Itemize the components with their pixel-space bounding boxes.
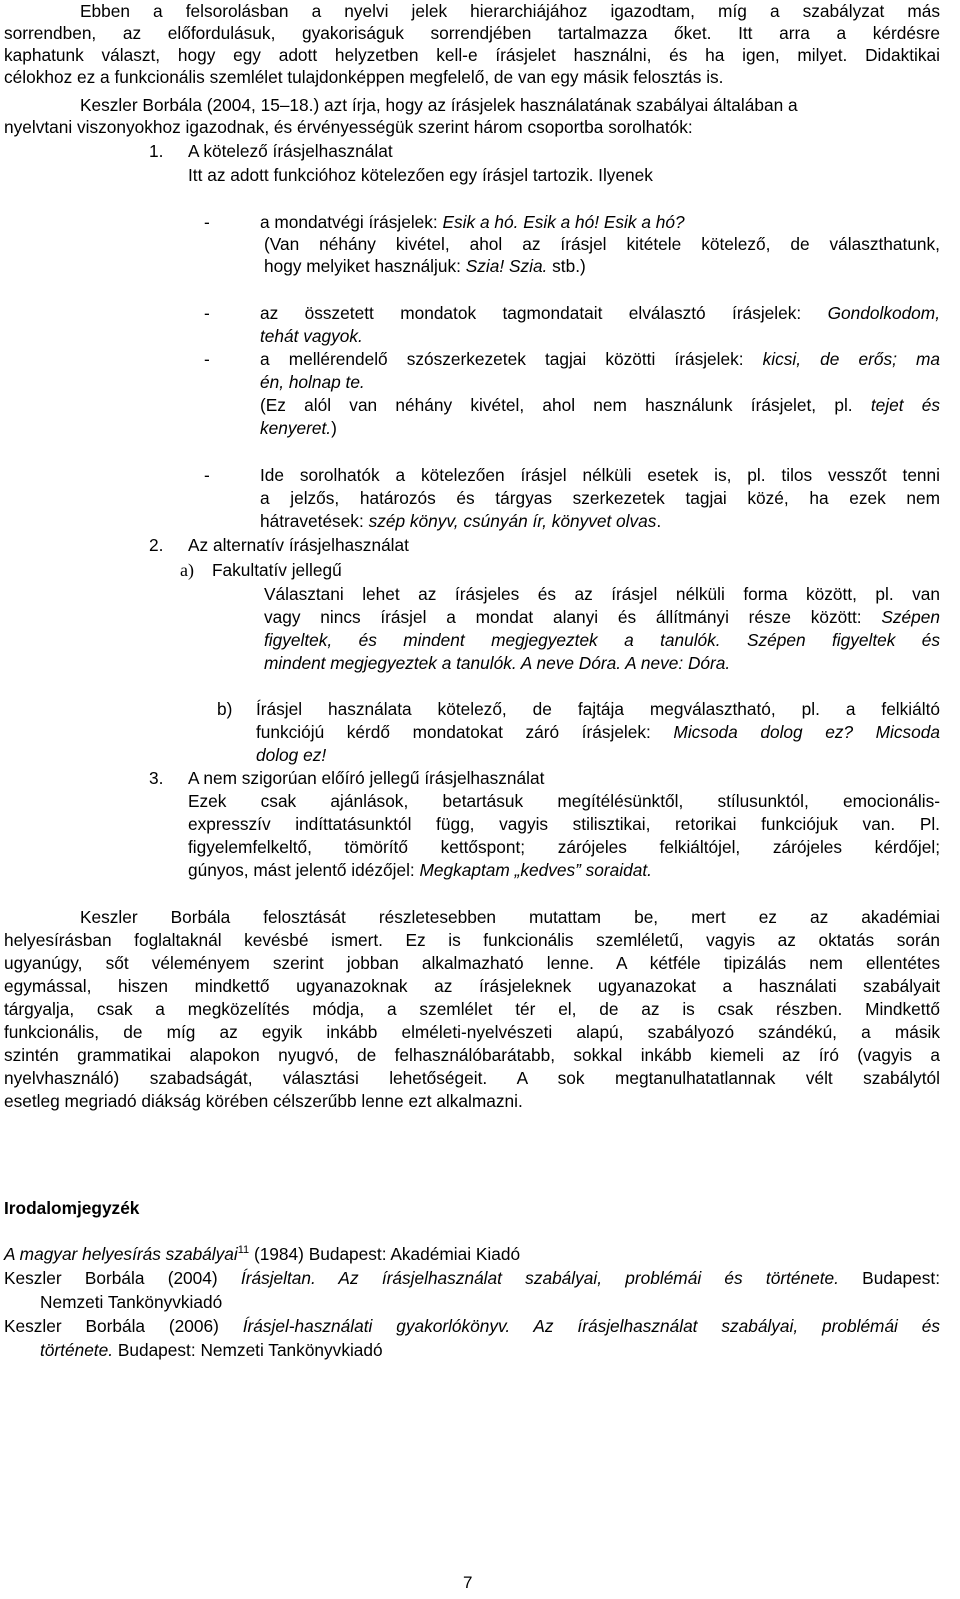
intro-text-1: Ebben a felsorolásban a nyelvi jelek hierarchiájához igazodtam, míg a szabályzat más bbox=[80, 1, 940, 21]
bullet-1-note-end: stb.) bbox=[547, 256, 586, 276]
bullet-2-text: az összetett mondatok tagmondatait elválasztó írásjelek: bbox=[260, 303, 828, 323]
section3-text-4: gúnyos, mást jelentő idézőjel: bbox=[188, 860, 420, 880]
intro-line-6 bbox=[4, 116, 940, 138]
bullet-1-example: Esik a hó. Esik a hó! Esik a hó? bbox=[442, 212, 685, 232]
item-a-line-4 bbox=[264, 652, 730, 674]
page-number: 7 bbox=[463, 1573, 473, 1592]
reference-3-line-2 bbox=[40, 1339, 383, 1361]
bullet-2-example-2: tehát vagyok. bbox=[260, 326, 363, 346]
intro-text-6: nyelvtani viszonyokhoz igazodnak, és érvényességük szerint három csoportba sorolhatók: bbox=[4, 117, 693, 137]
item-a-title: Fakultatív jellegű bbox=[212, 560, 342, 580]
bullet-3-note-line-2 bbox=[260, 417, 337, 439]
bullet-1-note-text: (Van néhány kivétel, ahol az írásjel kitétele kötelező, de választhatunk, bbox=[264, 234, 940, 254]
section3-text-3: figyelemfelkeltő, tömörítő kettőspont; zárójeles felkiáltójel, zárójeles kérdőjel; bbox=[188, 837, 940, 857]
bullet-dash: - bbox=[204, 303, 210, 323]
reference-3-author: Keszler Borbála (2006) bbox=[4, 1316, 243, 1336]
intro-text-3: kaphatunk választ, hogy egy adott helyzetben kell-e írásjelet használni, és ha igen, milyet. Didaktikai bbox=[4, 45, 940, 65]
item-b-example-2: dolog ez! bbox=[256, 745, 327, 765]
bullet-3-example-1: kicsi, de erős; ma bbox=[762, 349, 940, 369]
bullet-3-line-2 bbox=[260, 371, 365, 393]
closing-line-9 bbox=[4, 1090, 523, 1112]
bullet-4-text-3: hátravetések: bbox=[260, 511, 369, 531]
bullet-4-line-1 bbox=[260, 464, 940, 486]
section3-number: 3. bbox=[149, 768, 164, 788]
item-a-example-1: Szépen bbox=[881, 607, 940, 627]
bullet-3-example-2: én, holnap te. bbox=[260, 372, 365, 392]
reference-1-title: A magyar helyesírás szabályai bbox=[4, 1244, 238, 1264]
section3-line-1 bbox=[188, 790, 940, 812]
closing-text-6: funkcionális, de míg az egyik inkább elméleti-nyelvészeti alapú, szabályozó szándékú, a másik bbox=[4, 1022, 940, 1042]
reference-1-rest: (1984) Budapest: Akadémiai Kiadó bbox=[249, 1244, 521, 1264]
closing-text-8: nyelvhasználó) szabadságát, választási lehetőségeit. A sok megtanulhatatlannak vélt szabálytól bbox=[4, 1068, 940, 1088]
bullet-3-note-end: ) bbox=[331, 418, 337, 438]
bullet-2-example-1: Gondolkodom, bbox=[827, 303, 940, 323]
item-a-line-2 bbox=[264, 606, 940, 628]
bullet-1-note-example: Szia! Szia. bbox=[465, 256, 548, 276]
intro-line-1 bbox=[80, 0, 940, 22]
intro-line-5 bbox=[80, 94, 940, 116]
closing-line-3 bbox=[4, 952, 940, 974]
section2-number: 2. bbox=[149, 535, 164, 555]
section1-title: A kötelező írásjelhasználat bbox=[188, 141, 393, 161]
item-a-text-2: vagy nincs írásjel a mondat alanyi és állítmányi része között: bbox=[264, 607, 882, 627]
bullet-dash: - bbox=[204, 465, 210, 485]
bullet-1-line-1 bbox=[260, 211, 685, 233]
item-b-label: b) bbox=[217, 699, 233, 719]
bullet-3-text: a mellérendelő szószerkezetek tagjai közötti írásjelek: bbox=[260, 349, 763, 369]
section3-line-4 bbox=[188, 859, 652, 881]
bullet-3-line-1 bbox=[260, 348, 940, 370]
reference-2-line-2: Nemzeti Tankönyvkiadó bbox=[40, 1292, 223, 1312]
reference-2-place: Budapest: bbox=[838, 1268, 941, 1288]
intro-text-5: Keszler Borbála (2004, 15–18.) azt írja, hogy az írásjelek használatának szabályai általában a bbox=[80, 95, 798, 115]
item-a-text-1: Választani lehet az írásjeles és az írásjel nélküli forma között, pl. van bbox=[264, 584, 940, 604]
section3-example: Megkaptam „kedves” soraidat. bbox=[419, 860, 652, 880]
bullet-4-end: . bbox=[656, 511, 662, 531]
item-b-example-1: Micsoda dolog ez? Micsoda bbox=[673, 722, 941, 742]
item-b-text-1: Írásjel használata kötelező, de fajtája megválasztható, pl. a felkiáltó bbox=[256, 699, 940, 719]
closing-text-9: esetleg megriadó diákság körében célszerűbb lenne ezt alkalmazni. bbox=[4, 1091, 523, 1111]
bullet-3-note-line-1 bbox=[260, 394, 940, 416]
item-a-example-3: mindent megjegyeztek a tanulók. A neve Dóra. A neve: Dóra. bbox=[264, 653, 731, 673]
section3-text-2: expresszív indíttatásunktól függ, vagyis stilisztikai, retorikai funkciójuk van. Pl. bbox=[188, 814, 940, 834]
closing-line-8 bbox=[4, 1067, 940, 1089]
closing-text-1: Keszler Borbála felosztását részletesebben mutattam be, mert ez az akadémiai bbox=[80, 907, 940, 927]
item-a-line-1 bbox=[264, 583, 940, 605]
bullet-4-text-1: Ide sorolhatók a kötelezően írásjel nélküli esetek is, pl. tilos vesszőt tenni bbox=[260, 465, 940, 485]
intro-line-3 bbox=[4, 44, 940, 66]
item-b-line-1 bbox=[256, 698, 940, 720]
reference-1 bbox=[4, 1243, 520, 1265]
bullet-4-line-3 bbox=[260, 510, 661, 532]
bullet-4-text-2: a jelzős, határozós és tárgyas szerkezetek tagjai közé, ha ezek nem bbox=[260, 488, 940, 508]
bibliography-heading: Irodalomjegyzék bbox=[4, 1198, 140, 1218]
bullet-1-note-line-1 bbox=[264, 233, 940, 255]
section3-line-2 bbox=[188, 813, 940, 835]
bullet-3-note-text: (Ez alól van néhány kivétel, ahol nem használunk írásjelet, pl. bbox=[260, 395, 871, 415]
closing-text-4: egymással, hiszen mindkettő ugyanazoknak az írásjeleknek ugyanazokat a használati szabályait bbox=[4, 976, 940, 996]
closing-text-7: szintén grammatikai alapokon nyugvó, de felhasználóbarátabb, sokkal inkább kiemeli az író (vagyis a bbox=[4, 1045, 940, 1065]
bullet-4-example: szép könyv, csúnyán ír, könyvet olvas bbox=[368, 511, 657, 531]
reference-3-title: Írásjel-használati gyakorlókönyv. Az írásjelhasználat szabályai, problémái és bbox=[242, 1316, 940, 1336]
closing-line-6 bbox=[4, 1021, 940, 1043]
reference-3-publisher: Budapest: Nemzeti Tankönyvkiadó bbox=[113, 1340, 383, 1360]
item-a-label: a) bbox=[180, 560, 194, 580]
bullet-2-line-2 bbox=[260, 325, 363, 347]
bullet-3-note-example: tejet és bbox=[870, 395, 940, 415]
reference-1-superscript: 11 bbox=[237, 1244, 250, 1256]
bullet-1-text: a mondatvégi írásjelek: bbox=[260, 212, 443, 232]
reference-3-line-1 bbox=[4, 1315, 940, 1337]
section3-line-3 bbox=[188, 836, 940, 858]
section3-title: A nem szigorúan előíró jellegű írásjelhasználat bbox=[188, 768, 545, 788]
closing-line-7 bbox=[4, 1044, 940, 1066]
bullet-1-note-text-2: hogy melyiket használjuk: bbox=[264, 256, 466, 276]
bullet-2-line-1 bbox=[260, 302, 940, 324]
item-b-text-2: funkciójú kérdő mondatokat záró írásjelek: bbox=[256, 722, 674, 742]
reference-2-title: Írásjeltan. Az írásjelhasználat szabályai, problémái és története. bbox=[240, 1268, 839, 1288]
bullet-4-line-2 bbox=[260, 487, 940, 509]
intro-line-4 bbox=[4, 66, 940, 88]
closing-line-2 bbox=[4, 929, 940, 951]
closing-line-4 bbox=[4, 975, 940, 997]
closing-text-2: helyesírásban foglaltaknál kevésbé ismert. Ez is funkcionális szemléletű, vagyis az oktatás során bbox=[4, 930, 940, 950]
reference-3-title-2: története. bbox=[40, 1340, 114, 1360]
closing-line-1 bbox=[80, 906, 940, 928]
item-a-example-2: figyeltek, és mindent megjegyeztek a tanulók. Szépen figyeltek és bbox=[264, 630, 940, 650]
section2-title: Az alternatív írásjelhasználat bbox=[188, 535, 409, 555]
closing-text-3: ugyanúgy, sőt véleményem szerint jobban alkalmazható lenne. A kétféle tipizálás nem ellentétes bbox=[4, 953, 940, 973]
bullet-dash: - bbox=[204, 212, 210, 232]
bullet-3-note-example-2: kenyeret. bbox=[260, 418, 332, 438]
section1-desc: Itt az adott funkcióhoz kötelezően egy írásjel tartozik. Ilyenek bbox=[188, 165, 653, 185]
item-b-line-3 bbox=[256, 744, 326, 766]
item-b-line-2 bbox=[256, 721, 940, 743]
item-a-line-3 bbox=[264, 629, 940, 651]
reference-2-line-1 bbox=[4, 1267, 940, 1289]
closing-line-5 bbox=[4, 998, 940, 1020]
closing-text-5: tárgyalja, csak a megközelítés módja, a szemlélet tér el, de az is csak részben. Mindkettő bbox=[4, 999, 940, 1019]
section1-number: 1. bbox=[149, 141, 164, 161]
reference-2-author: Keszler Borbála (2004) bbox=[4, 1268, 241, 1288]
section3-text-1: Ezek csak ajánlások, betartásuk megítélésünktől, stílusunktól, emocionális- bbox=[188, 791, 940, 811]
bullet-1-note-line-2 bbox=[264, 255, 586, 277]
intro-text-2: sorrendben, az előfordulásuk, gyakoriságuk sorrendjében tartalmazza őket. Itt arra a kérdésre bbox=[4, 23, 940, 43]
intro-line-2 bbox=[4, 22, 940, 44]
bullet-dash: - bbox=[204, 349, 210, 369]
intro-text-4: célokhoz ez a funkcionális szemlélet tulajdonképpen megfelelő, de van egy másik felosztás is. bbox=[4, 67, 724, 87]
